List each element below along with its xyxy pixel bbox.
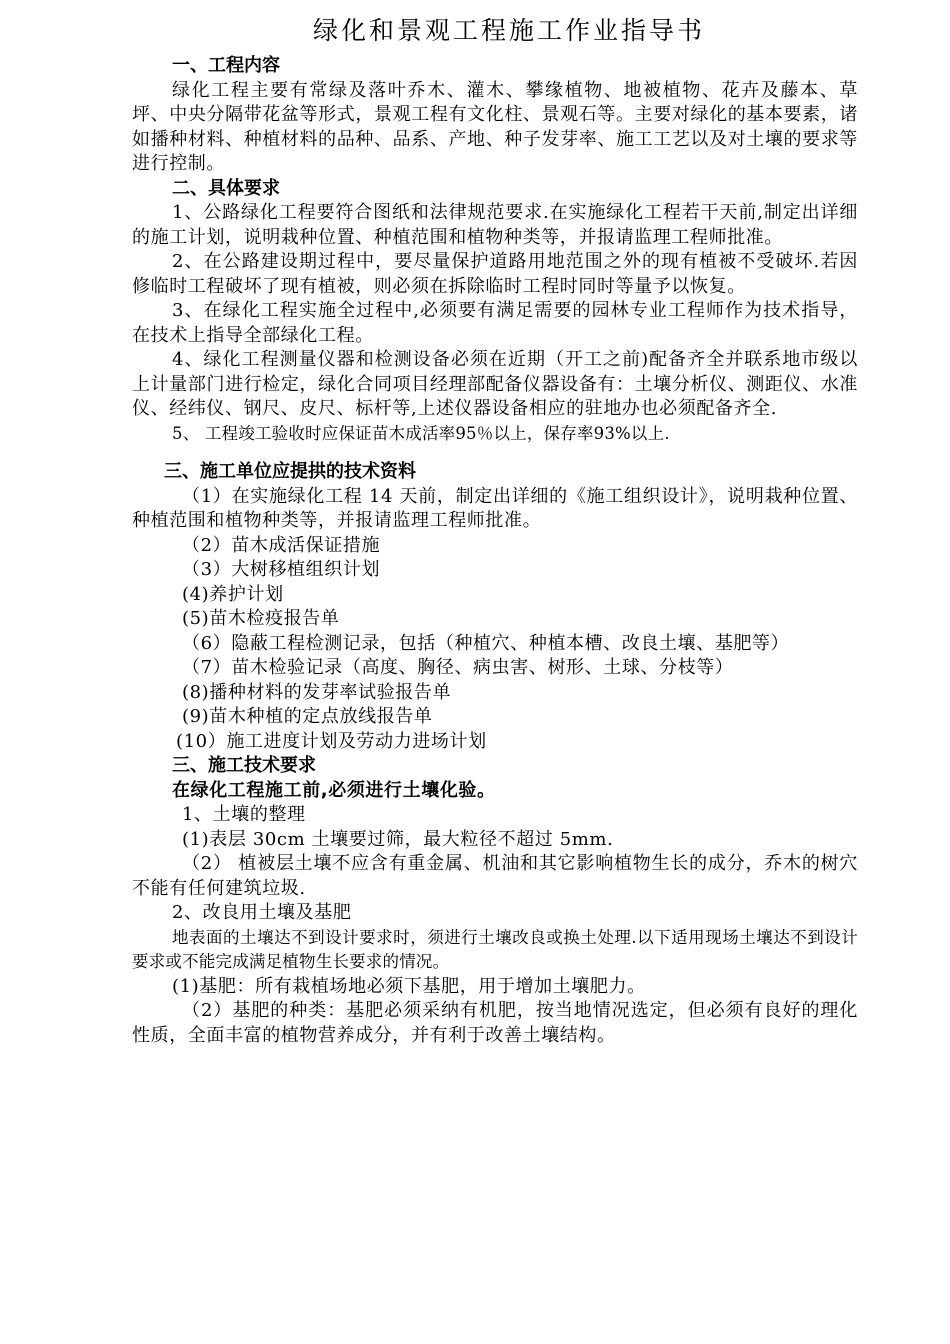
section-4-heading: 三、施工技术要求 [172,755,316,776]
section-3-item-3: （3）大树移植组织计划 [182,559,381,580]
section-3-item-2: （2）苗木成活保证措施 [182,534,381,556]
section-4-sub2-title: 2、改良用土壤及基肥 [172,902,352,923]
section-3-item-7: （7）苗木检验记录（高度、胸径、病虫害、树形、土球、分枝等） [182,657,734,678]
section-3-item-6: （6）隐蔽工程检测记录，包括（种植穴、种植本槽、改良土壤、基肥等） [182,632,790,654]
section-4-sub1-title: 1、土壤的整理 [182,804,306,825]
section-2-item-5: 5、 工程竣工验收时应保证苗木成活率95％以上，保存率93%以上. [172,423,670,443]
section-1-text: 绿化工程主要有常绿及落叶乔木、灌木、攀缘植物、地被植物、花卉及藤本、草坪、中央分隔带花盆等形式，景观工程有文化柱、景观石等。主要对绿化的基本要素，诸如播种材料、种植材料的品种、品系、产地、种子发芽率、施工工艺以及对土壤的要求等进行控制。 [132,79,858,174]
section-3-item-1: （1）在实施绿化工程 14 天前，制定出详细的《施工组织设计》，说明栽种位置、种植范围和植物种类等，并报请监理工程师批准。 [132,485,858,531]
section-4-intro: 在绿化工程施工前,必须进行土壤化验。 [172,779,496,801]
section-1-heading: 一、工程内容 [172,55,280,76]
section-3-item-5: (5)苗木检疫报告单 [182,608,340,629]
section-3-heading: 三、施工单位应提拱的技术资料 [164,461,416,482]
section-4-sub1-item-2: （2） 植被层土壤不应含有重金属、机油和其它影响植物生长的成分，乔木的树穴不能有任何建筑垃圾. [132,853,858,899]
spacer [132,446,858,460]
section-4-sub2-item-1: (1)基肥：所有栽植场地必须下基肥，用于增加土壤肥力。 [172,975,646,997]
section-3-item-9: (9)苗木种植的定点放线报告单 [182,706,433,727]
section-4-sub1-item-1: (1)表层 30cm 土壤要过筛，最大粒径不超过 5mm. [182,828,614,850]
section-4-sub2-item-2: （2）基肥的种类：基肥必须采纳有机肥，按当地情况选定，但必须有良好的理化性质，全面丰富的植物营养成分，并有利于改善土壤结构。 [132,1000,858,1046]
document-title: 绿化和景观工程施工作业指导书 [312,16,705,45]
section-3-item-10: (10）施工进度计划及劳动力进场计划 [176,730,487,752]
section-2-item-4: 4、绿化工程测量仪器和检测设备必须在近期（开工之前)配备齐全并联系地市级以上计量部门进行检定，绿化合同项目经理部配备仪器设备有：土壤分析仪、测距仪、水准仪、经纬仪、钢尺、皮尺、标杆等,上述仪器设备相应的驻地办也必须配备齐全. [132,349,858,419]
section-2-heading: 二、具体要求 [172,177,280,199]
section-2-item-1: 1、公路绿化工程要符合图纸和法律规范要求.在实施绿化工程若干天前,制定出详细的施工计划，说明栽种位置、种植范围和植物种类等，并报请监理工程师批准。 [132,202,858,248]
section-2-item-2: 2、在公路建设期过程中，要尽量保护道路用地范围之外的现有植被不受破坏.若因修临时工程破坏了现有植被，则必须在拆除临时工程时同时等量予以恢复。 [132,251,858,297]
section-4-sub2-text: 地表面的土壤达不到设计要求时，须进行土壤改良或换土处理.以下适用现场土壤达不到设计要求或不能完成满足植物生长要求的情况。 [132,927,858,971]
section-3-item-4: (4)养护计划 [182,583,284,605]
section-3-item-8: (8)播种材料的发芽率试验报告单 [182,681,452,703]
section-2-item-3: 3、在绿化工程实施全过程中,必须要有满足需要的园林专业工程师作为技术指导，在技术上指导全部绿化工程。 [132,300,858,346]
